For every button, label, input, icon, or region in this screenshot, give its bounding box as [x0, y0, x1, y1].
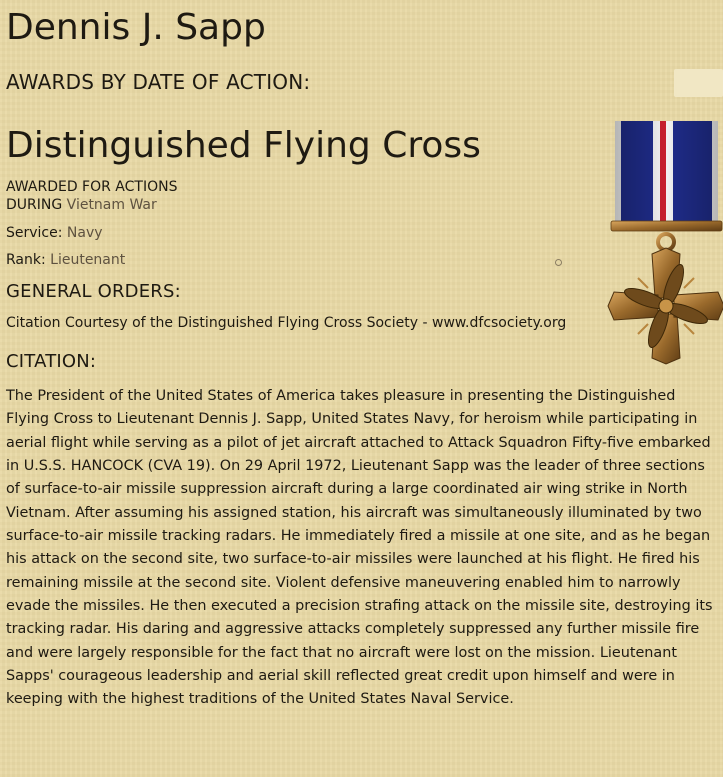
rank-value: Lieutenant [50, 252, 126, 268]
service-label: Service: [6, 225, 63, 241]
service-row [6, 224, 103, 242]
rank-row [6, 251, 125, 269]
service-value: Navy [66, 225, 103, 241]
general-orders-heading: GENERAL ORDERS: [6, 281, 181, 302]
side-tab [674, 69, 723, 97]
conflict-value: Vietnam War [66, 197, 157, 213]
award-title: Distinguished Flying Cross [6, 125, 481, 166]
citation-heading: CITATION: [6, 351, 97, 372]
small-circle-icon [555, 259, 562, 266]
awarded-for [6, 178, 177, 214]
awarded-for-line2 [6, 196, 177, 214]
section-title: AWARDS BY DATE OF ACTION: [6, 70, 311, 94]
citation-text: The President of the United States of America takes pleasure in presenting the Distinguished Flying Cross to Lieutenant Dennis J. Sapp, United States Navy, for heroism while participating in aerial flight while serving as a pilot of jet aircraft attached to Attack Squadron Fifty-five embarked in U.S.S. HANCOCK (CVA 19). On 29 April 1972, Lieutenant Sapp was the leader of three sections of surface-to-air missile suppression aircraft during a large coordinated air wing strike in North Vietnam. After assuming his assigned station, his aircraft was simultaneously illuminated by two surface-to-air missile tracking radars. He immediately fired a missile at one site, and as he began his attack on the second site, two surface-to-air missiles were launched at his flight. He fired his remaining missile at the second site. Violent defensive maneuvering enabled him to narrowly evade the missiles. He then executed a precision strafing attack on the missile site, destroying its tracking radar. His daring and aggressive attacks completely suppressed any further missile fire and were largely responsible for the fact that no aircraft were lost on the mission. Lieutenant Sapps' courageous leadership and aerial skill reflected great credit upon himself and were in keeping with the highest traditions of the United States Naval Service. [6, 388, 713, 708]
awarded-for-line1: AWARDED FOR ACTIONS [6, 179, 178, 195]
rank-label: Rank: [6, 252, 46, 268]
person-name: Dennis J. Sapp [6, 7, 266, 48]
awarded-during-label: DURING [6, 197, 63, 213]
general-orders-text: Citation Courtesy of the Distinguished Flying Cross Society - www.dfcsociety.org [6, 315, 567, 331]
distinguished-flying-cross-medal-icon [603, 118, 723, 388]
